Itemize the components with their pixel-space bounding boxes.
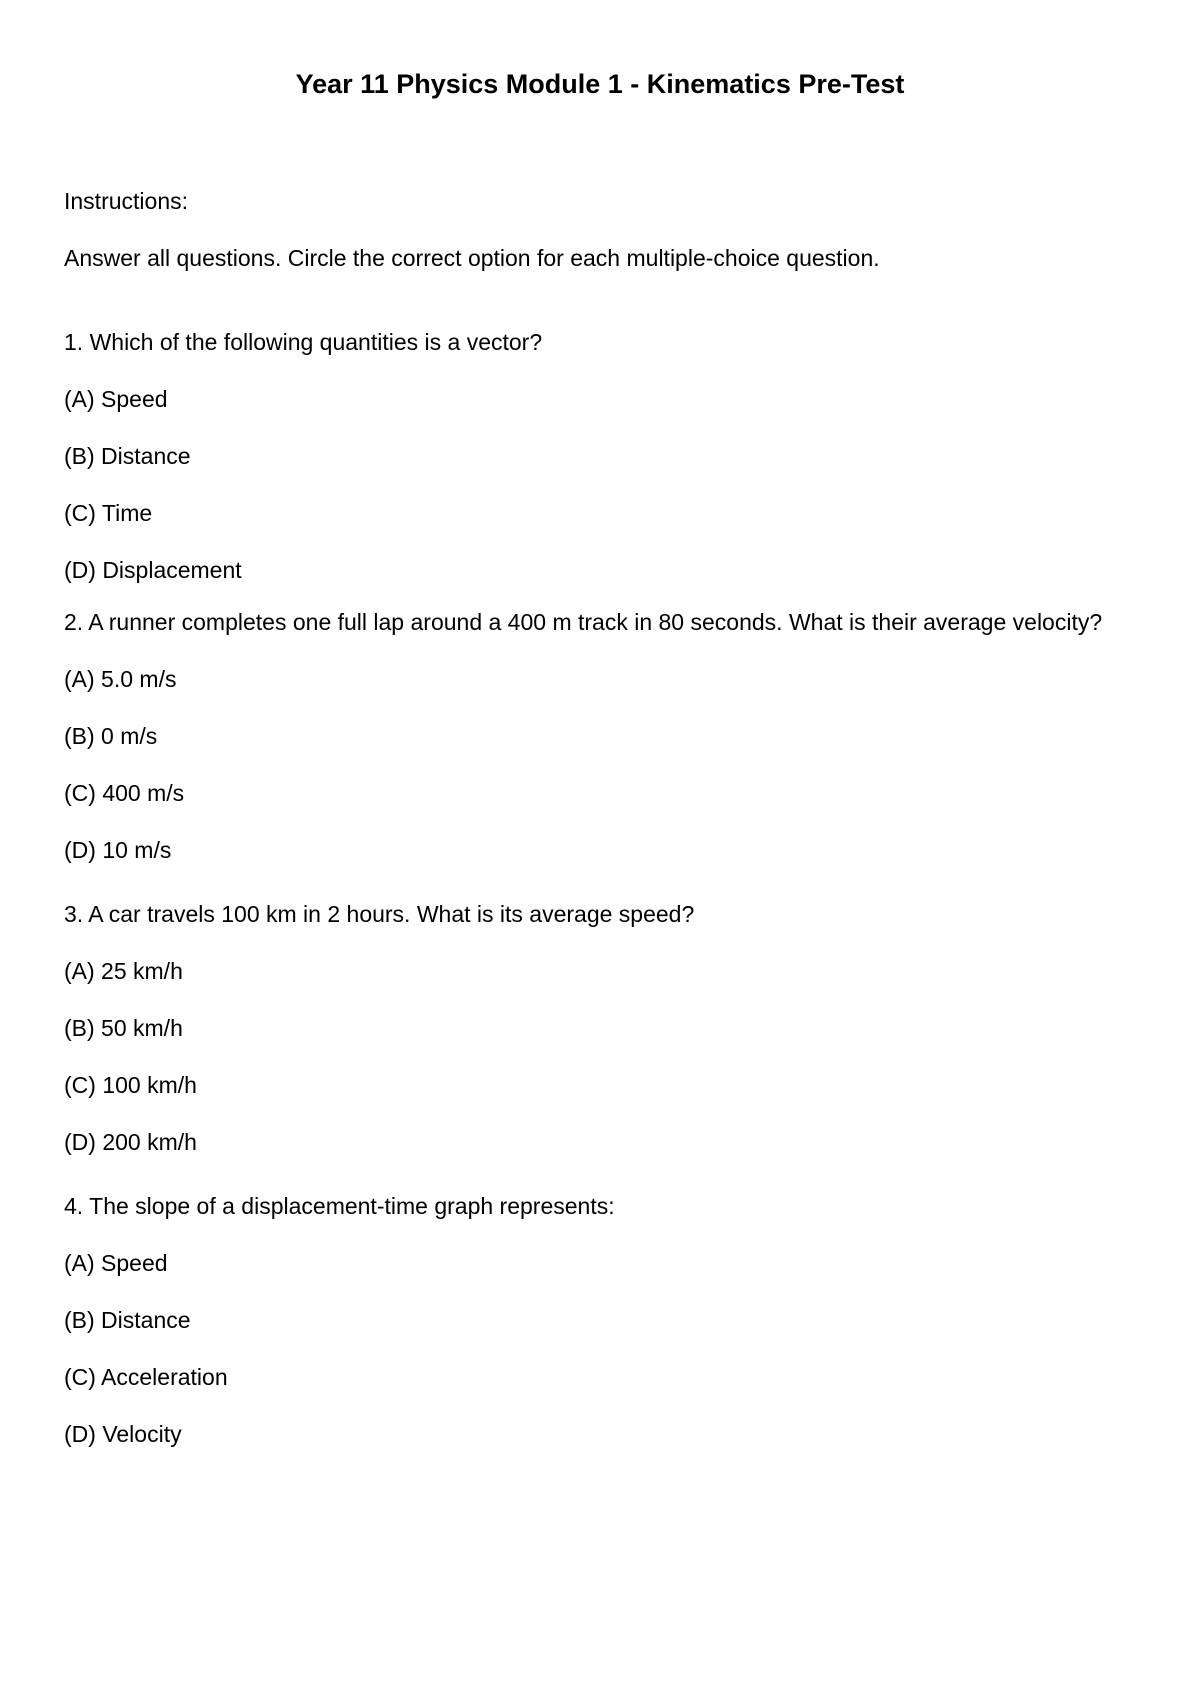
- instructions-label: Instructions:: [64, 188, 188, 214]
- question-1: [64, 325, 1146, 587]
- question-text: 2. A runner completes one full lap around a 400 m track in 80 seconds. What is their average velocity?: [64, 609, 1103, 635]
- option-c: (C) 400 m/s: [64, 780, 185, 806]
- question-3: [64, 897, 1146, 1159]
- option-b: (B) 50 km/h: [64, 1015, 183, 1041]
- question-4: [64, 1189, 1146, 1451]
- option-b: (B) Distance: [64, 1307, 191, 1333]
- option-c: (C) 100 km/h: [64, 1072, 197, 1098]
- option-a: (A) 5.0 m/s: [64, 666, 177, 692]
- question-text: 4. The slope of a displacement-time graph represents:: [64, 1193, 615, 1219]
- option-a: (A) Speed: [64, 1250, 168, 1276]
- option-d: (D) Displacement: [64, 557, 242, 583]
- question-text: 3. A car travels 100 km in 2 hours. What is its average speed?: [64, 901, 695, 927]
- option-b: (B) Distance: [64, 443, 191, 469]
- option-c: (C) Time: [64, 500, 153, 526]
- question-text: 1. Which of the following quantities is a vector?: [64, 329, 543, 355]
- question-2: [64, 594, 1146, 867]
- option-a: (A) 25 km/h: [64, 958, 183, 984]
- document-body: [64, 184, 1146, 1451]
- document-title: Year 11 Physics Module 1 - Kinematics Pre-Test: [295, 69, 905, 99]
- option-b: (B) 0 m/s: [64, 723, 158, 749]
- option-a: (A) Speed: [64, 386, 168, 412]
- option-c: (C) Acceleration: [64, 1364, 228, 1390]
- option-d: (D) 200 km/h: [64, 1129, 197, 1155]
- option-d: (D) 10 m/s: [64, 837, 172, 863]
- option-d: (D) Velocity: [64, 1421, 182, 1447]
- instructions-text: Answer all questions. Circle the correct option for each multiple-choice question.: [64, 245, 880, 271]
